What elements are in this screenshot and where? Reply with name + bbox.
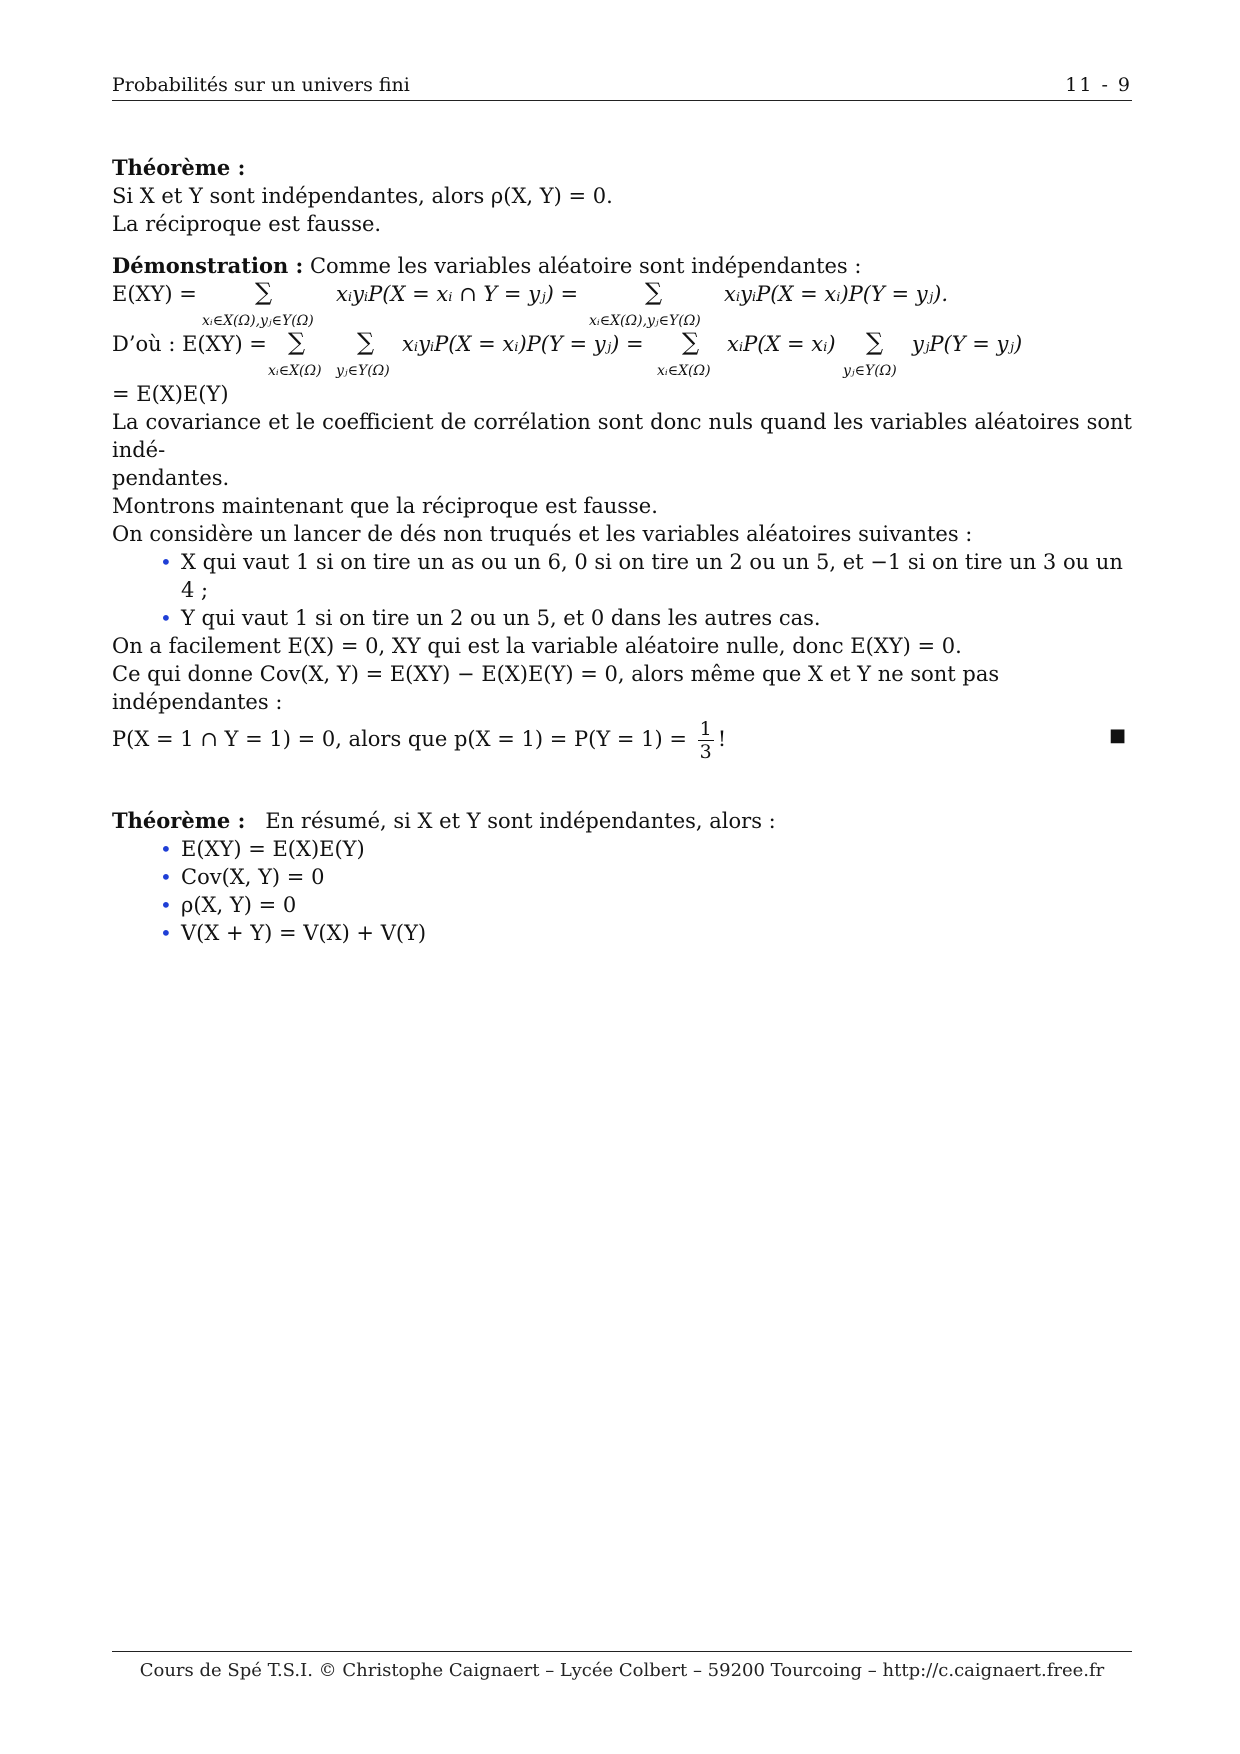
equation-3: = E(X)E(Y) — [112, 382, 229, 406]
bullet-icon: • — [160, 606, 172, 630]
page-number: 11 - 9 — [1065, 74, 1132, 96]
page-footer: Cours de Spé T.S.I. © Christophe Caignaert – Lycée Colbert – 59200 Tourcoing – http://c.caignaert.free.fr — [139, 1660, 1105, 1681]
conclusion-line — [112, 718, 1132, 763]
fraction — [698, 718, 714, 763]
variables-list — [112, 548, 1132, 632]
page-header — [112, 70, 1132, 101]
bullet-icon: • — [160, 837, 172, 861]
eq2-term-3: yⱼP(Y = yⱼ) — [912, 332, 1023, 356]
eq2-sub-4: yⱼ∈Y(Ω) — [843, 363, 897, 379]
conclusion-prefix: P(X = 1 ∩ Y = 1) = 0, alors que p(X = 1) = P(Y = 1) = — [112, 727, 687, 751]
list-item: • Y qui vaut 1 si on tire un 2 ou un 5, et 0 dans les autres cas. — [160, 606, 821, 630]
conclusion-suffix: ! — [717, 727, 727, 751]
eq2-sub-3: xᵢ∈X(Ω) — [657, 363, 711, 379]
demonstration-intro-text: Comme les variables aléatoire sont indépendantes : — [303, 254, 862, 278]
theorem-1-line-1: Si X et Y sont indépendantes, alors ρ(X, Y) = 0. — [112, 184, 613, 208]
bullet-icon: • — [160, 865, 172, 889]
demonstration-label: Démonstration : — [112, 253, 304, 278]
paragraph-4: On a facilement E(X) = 0, XY qui est la variable aléatoire nulle, donc E(XY) = 0. — [112, 634, 962, 658]
fraction-denominator: 3 — [699, 741, 712, 763]
demonstration-intro — [112, 252, 1132, 280]
theorem-1-line-2: La réciproque est fausse. — [112, 212, 382, 236]
bullet-icon: • — [160, 921, 172, 945]
eq2-lhs: D’où : E(XY) = — [112, 332, 267, 356]
theorem-1-label: Théorème : — [112, 155, 246, 180]
eq1-lhs: E(XY) = — [112, 282, 197, 306]
theorem-2-intro — [112, 807, 1132, 835]
paragraph-5: Ce qui donne Cov(X, Y) = E(XY) − E(X)E(Y) = 0, alors même que X et Y ne sont pas indépendantes : — [112, 662, 1000, 714]
list-item: • V(X + Y) = V(X) + V(Y) — [160, 921, 427, 945]
list-item: • ρ(X, Y) = 0 — [160, 893, 297, 917]
eq1-sigma-2: ∑ — [645, 278, 663, 306]
paragraph-1: La covariance et le coefficient de corrélation sont donc nuls quand les variables aléatoires sont indé- — [112, 410, 1132, 462]
eq1-sub-2: xᵢ∈X(Ω),yⱼ∈Y(Ω) — [589, 313, 701, 329]
eq2-sub-1: xᵢ∈X(Ω) — [268, 363, 322, 379]
eq2-term-1: xᵢyᵢP(X = xᵢ)P(Y = yⱼ) = — [402, 332, 644, 356]
list-item: • X qui vaut 1 si on tire un as ou un 6, 0 si on tire un 2 ou un 5, et −1 si on tire un 3 ou un 4 ; — [160, 550, 1123, 602]
summary-list — [112, 835, 1132, 947]
eq1-term-2: xᵢyᵢP(X = xᵢ)P(Y = yⱼ). — [724, 282, 949, 306]
eq2-sigma-1: ∑ — [288, 328, 306, 356]
footer-divider — [112, 1651, 1132, 1652]
eq2-sigma-3: ∑ — [682, 328, 700, 356]
qed-square-icon: ■ — [1108, 725, 1126, 746]
eq2-term-2: xᵢP(X = xᵢ) — [727, 332, 836, 356]
eq2-sigma-2: ∑ — [357, 328, 375, 356]
list-item: • E(XY) = E(X)E(Y) — [160, 837, 365, 861]
eq2-sub-2: yⱼ∈Y(Ω) — [336, 363, 390, 379]
eq1-sigma-1: ∑ — [255, 278, 273, 306]
paragraph-3: On considère un lancer de dés non truqués et les variables aléatoires suivantes : — [112, 522, 973, 546]
page-content — [112, 154, 1132, 947]
eq1-term-1: xᵢyᵢP(X = xᵢ ∩ Y = yⱼ) = — [336, 282, 579, 306]
bullet-icon: • — [160, 550, 172, 574]
equation-1 — [112, 280, 1132, 330]
equation-2 — [112, 330, 1132, 380]
paragraph-1-continued: pendantes. — [112, 466, 230, 490]
chapter-title: Probabilités sur un univers fini — [112, 74, 410, 96]
theorem-2-intro-text: En résumé, si X et Y sont indépendantes, alors : — [265, 809, 776, 833]
list-item: • Cov(X, Y) = 0 — [160, 865, 325, 889]
paragraph-2: Montrons maintenant que la réciproque est fausse. — [112, 494, 658, 518]
eq1-sub-1: xᵢ∈X(Ω),yⱼ∈Y(Ω) — [202, 313, 314, 329]
theorem-2-label: Théorème : — [112, 808, 246, 833]
bullet-icon: • — [160, 893, 172, 917]
fraction-numerator: 1 — [699, 718, 712, 740]
eq2-sigma-4: ∑ — [866, 328, 884, 356]
